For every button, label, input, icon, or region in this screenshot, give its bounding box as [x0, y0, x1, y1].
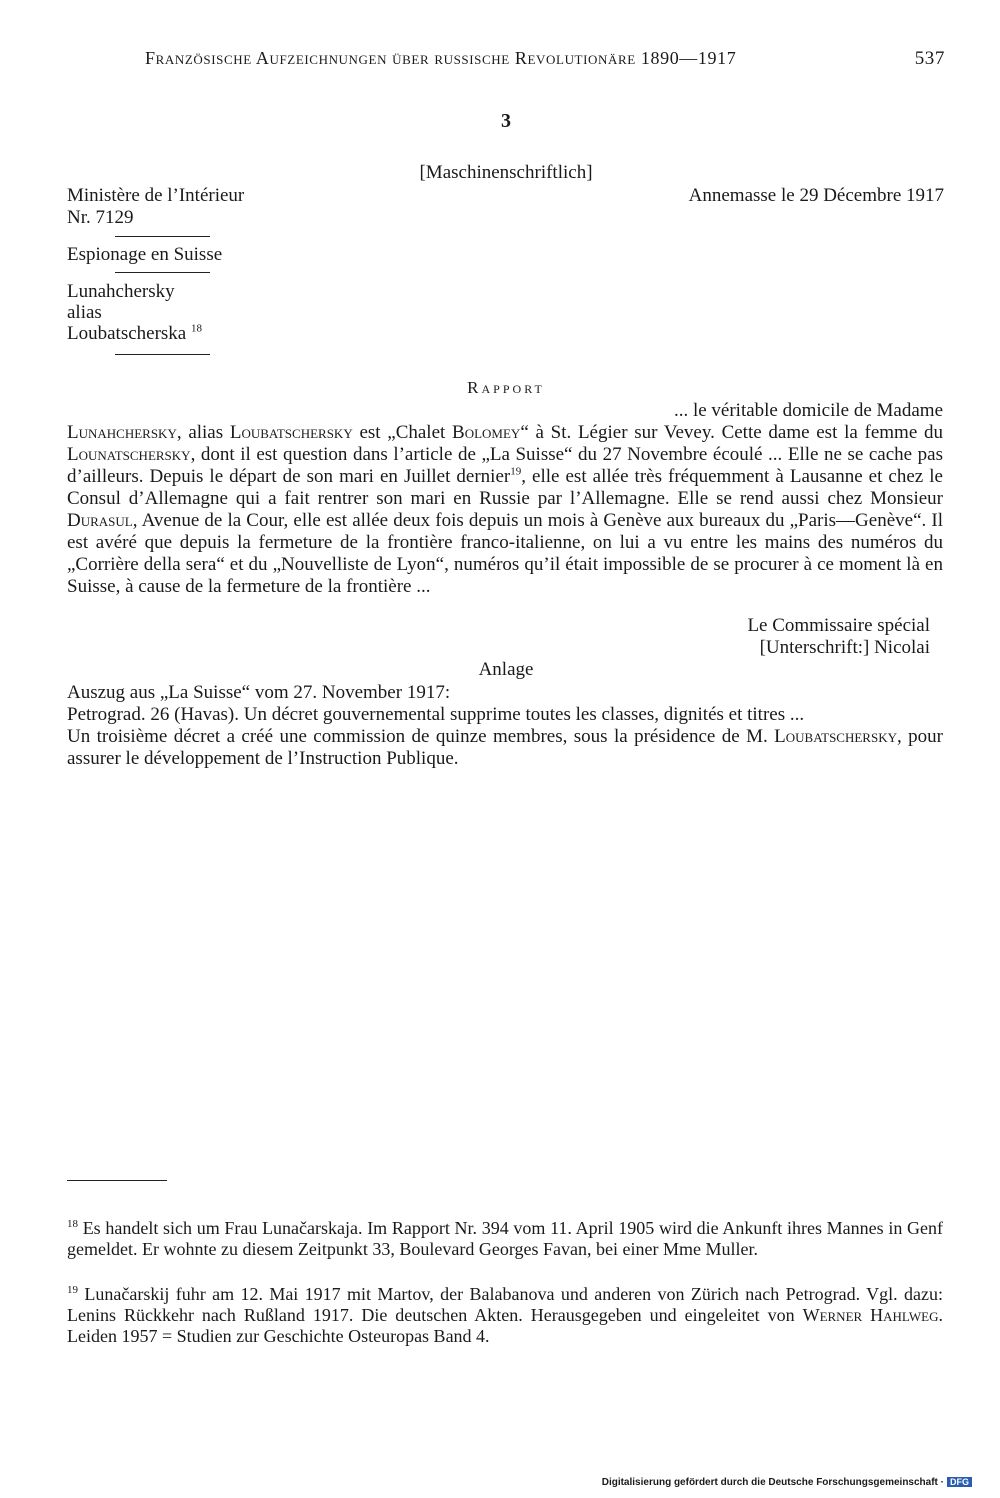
typed-note: [Maschinenschriftlich]	[419, 162, 593, 183]
page-number: 537	[914, 48, 945, 69]
divider	[115, 354, 210, 355]
anlage-body	[67, 682, 943, 770]
name-bolomey: Bolomey	[452, 422, 521, 443]
divider	[115, 272, 210, 273]
footnote-text: Lunačarskij fuhr am 12. Mai 1917 mit Martov, der Balabanova und anderen von Zürich nach Petrograd. Vgl. dazu: Lenins Rückkehr nach Rußland 1917. Die deutschen Akten. Herausgegeben und eingeleitet von	[67, 1284, 943, 1325]
footnote-number: 18	[67, 1218, 78, 1230]
anlage-title: Anlage	[478, 659, 534, 680]
funding-text: Digitalisierung gefördert durch die Deutsche Forschungsgemeinschaft ·	[601, 1477, 944, 1488]
anlage-paragraph: Petrograd. 26 (Havas). Un décret gouvernemental supprime toutes les classes, dignités et titres ...	[67, 704, 805, 725]
footnote-19	[67, 1284, 943, 1347]
signature-name: [Unterschrift:] Nicolai	[759, 637, 930, 658]
text-segment: , elle est allée très fréquemment à Lausanne et chez le Consul d’Allemagne qui a fait rentrer son mari en Russie par l’Allemagne. Elle se rend aussi chez Monsieur	[67, 466, 943, 509]
divider	[115, 236, 210, 237]
alias-label: alias	[67, 302, 102, 323]
name-lounatschersky: Lounatschersky	[67, 444, 191, 465]
alias-name-text: Loubatscherska	[67, 323, 187, 344]
anlage-paragraph	[67, 726, 943, 770]
ministry-label: Ministère de l’Intérieur	[67, 185, 245, 206]
anlage-source: Auszug aus „La Suisse“ vom 27. November 1917:	[67, 682, 451, 703]
name-loubatschersky: Loubatschersky	[229, 422, 353, 443]
footnote-ref-18: 18	[190, 322, 202, 335]
text-segment: , alias	[176, 422, 230, 443]
alias-name	[67, 324, 202, 344]
text-segment: , Avenue de la Cour, elle est allée deux fois depuis un mois à Genève aux bureaux du „Paris—Genève“. Il est avéré que depuis la fermeture de la frontière franco-italienne, on lui a vu entre les mains des numéros du „Corrière della sera“ et du „Nouvelliste de Lyon“, numéros qu’il était impossible de se procurer à ce moment là en Suisse, à cause de la fermeture de la frontière ...	[67, 510, 943, 597]
text-segment: , pour assurer le développement de l’Instruction Publique.	[67, 726, 943, 769]
footnote-ref-19: 19	[510, 465, 522, 478]
footnote-text: Es handelt sich um Frau Lunačarskaja. Im Rapport Nr. 394 vom 11. April 1905 wird die Ankunft ihres Mannes in Genf gemeldet. Er wohnte zu diesem Zeitpunkt 33, Boulevard Georges Favan, bei einer Mme Muller.	[67, 1218, 943, 1259]
document-number: 3	[501, 110, 511, 132]
name-lunahchersky: Lunahchersky	[67, 422, 177, 443]
footnote-18	[67, 1218, 943, 1260]
rapport-title: Rapport	[467, 378, 545, 397]
name-durasul: Durasul	[67, 510, 133, 531]
person-name: Lunahchersky	[67, 281, 175, 302]
text-segment: “ à St. Légier sur Vevey. Cette dame est la femme du	[520, 422, 943, 443]
footnote-divider	[67, 1180, 167, 1181]
dfg-logo: DFG	[947, 1477, 972, 1487]
footnote-text: . Leiden 1957 = Studien zur Geschichte Osteuropas Band 4.	[67, 1305, 944, 1346]
rapport-first-line: ... le véritable domicile de Madame	[673, 400, 943, 421]
text-segment: est „Chalet	[352, 422, 453, 443]
rapport-body	[67, 400, 943, 598]
subject-label: Espionage en Suisse	[67, 244, 223, 265]
text-segment: , dont il est question dans l’article de „La Suisse“ du 27 Novembre écoulé ... Elle ne se cache pas d’ailleurs. Depuis le départ de son mari en Juillet dernier	[67, 444, 943, 487]
signature-title: Le Commissaire spécial	[747, 615, 930, 636]
name-loubatschersky: Loubatschersky	[774, 726, 897, 747]
place-date: Annemasse le 29 Décembre 1917	[688, 185, 944, 206]
funding-note	[602, 1477, 972, 1488]
text-segment: Un troisième décret a créé une commission de quinze membres, sous la présidence de M.	[67, 726, 775, 747]
header-title: Französische Aufzeichnungen über russische Revolutionäre 1890—1917	[145, 48, 737, 68]
footnote-number: 19	[67, 1284, 78, 1296]
ministry-number: Nr. 7129	[67, 207, 134, 228]
author-name: Werner Hahlweg	[802, 1305, 939, 1325]
running-header	[145, 48, 945, 69]
